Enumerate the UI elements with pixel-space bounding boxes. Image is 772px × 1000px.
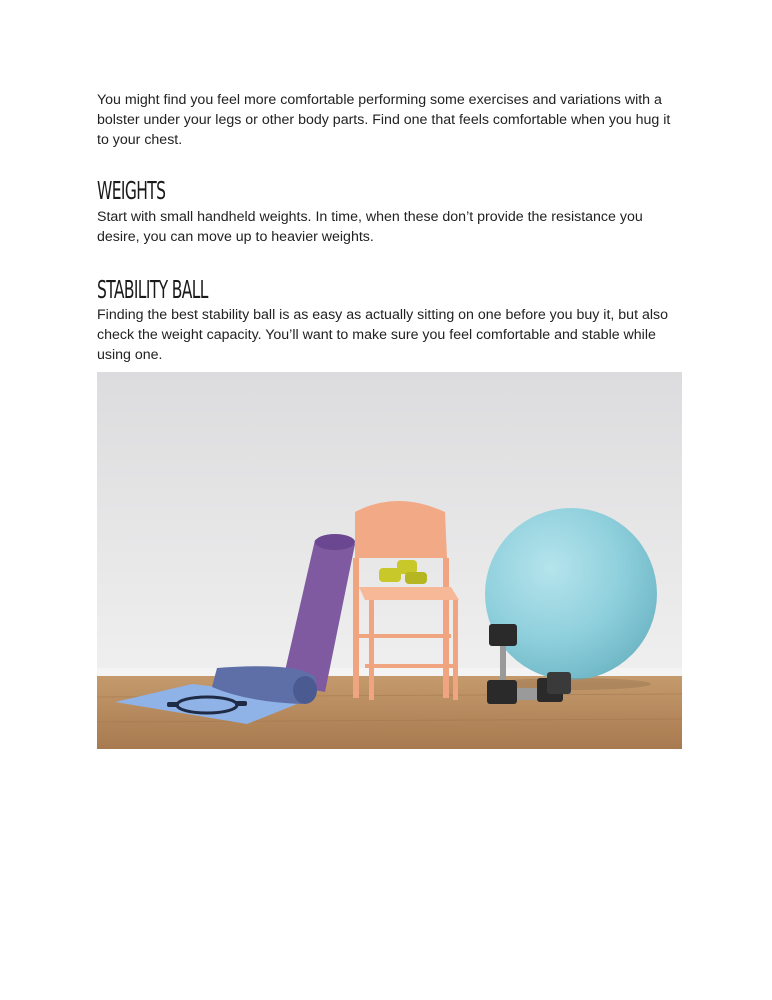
- intro-paragraph: You might find you feel more comfortable performing some exercises and variations with a bolster under your legs or other body parts. Find one that feels comfortable when you hug it to your chest.: [97, 92, 671, 148]
- stability-ball: [485, 508, 657, 680]
- equipment-photo: [97, 372, 682, 749]
- stability-ball-heading: STABILITY BALL: [97, 275, 208, 304]
- stability-ball-paragraph: Finding the best stability ball is as easy as actually sitting on one before you buy it, but also check the weight capacity. You’ll want to make sure you feel comfortable and stable while using one.: [97, 307, 668, 363]
- equipment-illustration: [97, 372, 682, 749]
- weights-heading: WEIGHTS: [97, 176, 166, 205]
- weights-paragraph: Start with small handheld weights. In time, when these don’t provide the resistance you desire, you can move up to heavier weights.: [97, 209, 643, 245]
